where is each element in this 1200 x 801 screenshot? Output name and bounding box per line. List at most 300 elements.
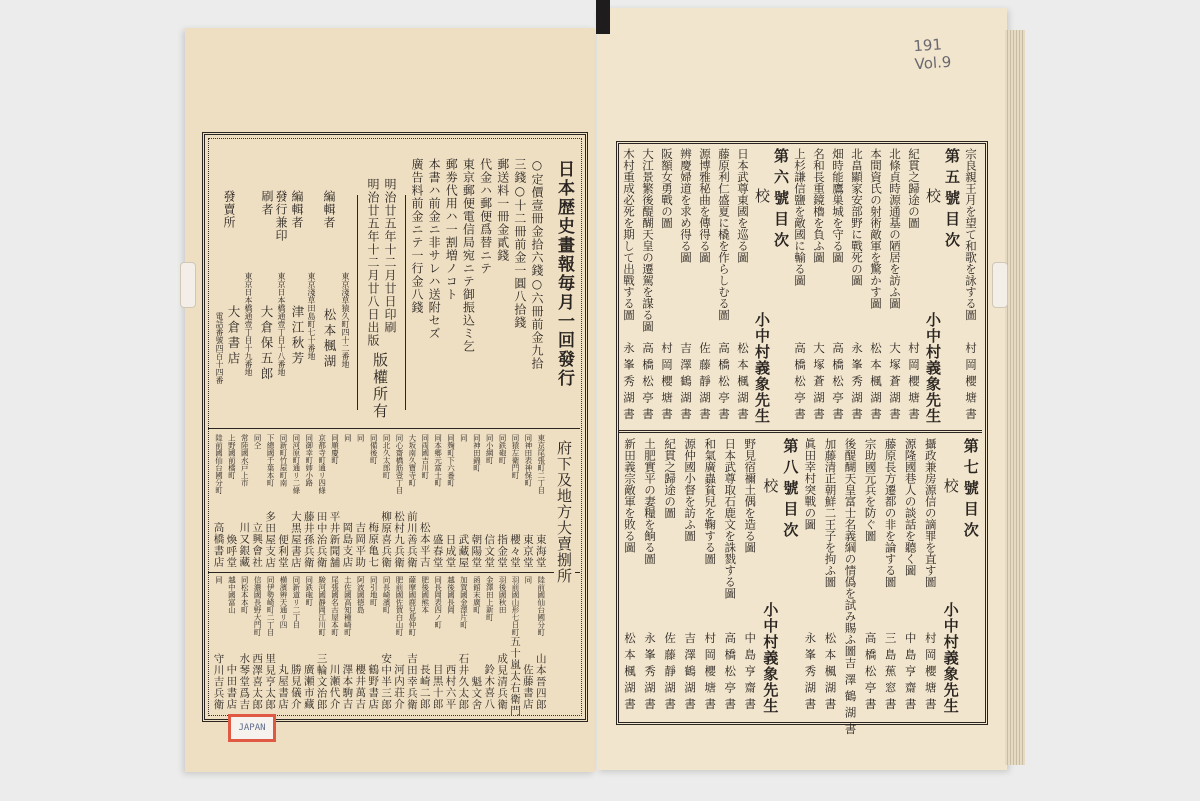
agent-entry xyxy=(251,434,264,568)
illustration-title: 阪額女勇戰の圖 xyxy=(660,148,674,229)
agents-list-1 xyxy=(212,434,547,568)
agent-entry xyxy=(521,434,534,568)
agent-entry xyxy=(431,434,444,568)
agent-name: 長崎二郎 xyxy=(418,664,431,710)
agent-name: 多田屋支店 xyxy=(264,510,277,568)
agent-entry xyxy=(212,576,225,710)
illustration-title: 藤原利仁盛夏に橇を作らしむる圖 xyxy=(717,148,731,321)
agent-name: 東京堂 xyxy=(521,533,534,568)
illustration-title: 本間資氏の射術敵軍を驚かす圖 xyxy=(869,148,883,309)
artist-name: 大塚蒼湖書 xyxy=(812,341,826,424)
issue-heading xyxy=(961,438,980,714)
agent-name: 便利堂 xyxy=(276,533,289,568)
agent-entry xyxy=(405,434,418,568)
agent-entry xyxy=(289,434,302,568)
contents-entry xyxy=(961,148,980,424)
agent-entry xyxy=(225,434,238,568)
price-line: 廣告料前金ニテ一行金八錢 xyxy=(410,158,424,314)
contents-entry xyxy=(660,438,679,714)
agent-name: 武藏屋 xyxy=(457,533,470,568)
illustration-title: 加藤清正朝鮮二王子を拘ふ圖 xyxy=(823,438,838,588)
handwritten-catalog-note xyxy=(913,35,952,73)
agent-entry xyxy=(302,434,315,568)
agent-entry xyxy=(276,434,289,568)
agent-address: 同仝 xyxy=(253,434,263,449)
illustration-title: 源隆國巷人の談話を聽く圖 xyxy=(903,438,918,576)
agent-address: 阿波國徳島 xyxy=(356,576,366,614)
agent-entry xyxy=(264,434,277,568)
agent-entry xyxy=(302,576,315,710)
agent-entry xyxy=(470,434,483,568)
role-seller: 發賣所 xyxy=(222,190,236,229)
artist-name: 村岡櫻塘書 xyxy=(660,341,674,424)
illustration-title: 土肥實平の妻糧を餉る圖 xyxy=(643,438,658,565)
agent-address: 越中國富山 xyxy=(227,576,237,614)
agent-entry xyxy=(418,434,431,568)
contents-entry xyxy=(790,148,809,424)
price-line: 東京郵便電信局宛ニテ御振込ミ乞 xyxy=(461,158,476,353)
address-publisher: 東京日本橋通壹丁目十八番地 xyxy=(277,272,286,376)
artist-name: 佐藤靜湖書 xyxy=(663,631,678,714)
artist-name: 中島亨齋書 xyxy=(743,631,758,714)
illustration-title: 宗助國元兵を防ぐ圖 xyxy=(863,438,878,542)
agent-name: 水琴堂爲吉 xyxy=(238,652,251,710)
agent-address: 陸前國仙台國分町 xyxy=(536,576,546,636)
agent-name: 松本平吉 xyxy=(418,522,431,568)
contents-entry xyxy=(901,438,920,714)
agent-address: 同 xyxy=(523,576,533,584)
contents-entry xyxy=(740,438,759,714)
contents-entry xyxy=(904,148,923,424)
agent-name: 川又銀藏 xyxy=(238,522,251,568)
agent-address: 同 xyxy=(356,434,366,442)
agent-entry xyxy=(212,434,225,568)
contents-entry xyxy=(619,148,638,424)
illustration-title: 名和長重鏡櫓を負ふ圖 xyxy=(812,148,826,263)
artist-name: 三島蕉窓書 xyxy=(883,631,898,714)
illustration-title: 北畠顯家安部野に戰死の圖 xyxy=(850,148,864,286)
agent-name: 丸屋書店 xyxy=(276,664,289,710)
agent-entry xyxy=(341,576,354,710)
binding-tab-left xyxy=(180,262,196,308)
agent-address: 同麹町下六番町 xyxy=(446,434,456,487)
agent-entry xyxy=(457,576,470,710)
agent-name: 吉岡平助 xyxy=(354,522,367,568)
agent-name: 立興會社 xyxy=(251,522,264,568)
agent-address: 信濃國長野大門町 xyxy=(253,576,263,636)
agent-entry xyxy=(264,576,277,710)
agent-name: 西村六平 xyxy=(444,664,457,710)
artist-name: 吉澤鶴湖書 xyxy=(679,341,693,424)
agent-entry xyxy=(238,576,251,710)
agent-name: 勝見儀介 xyxy=(289,664,302,710)
name-editor-2: 津江秋芳 xyxy=(290,305,305,367)
agent-address: 越後國長岡 xyxy=(446,576,456,614)
price-line: 本書ハ前金ニ非サレハ送附セズ xyxy=(427,158,442,340)
agent-name: 成見清兵衛 xyxy=(496,652,509,710)
agent-name: 朝陽堂 xyxy=(470,533,483,568)
agent-name: 松村九兵衛 xyxy=(392,510,405,568)
contents-entry xyxy=(885,148,904,424)
agent-name: 澤本駒吉 xyxy=(341,664,354,710)
illustration-title: 紀貫之歸途の圖 xyxy=(907,148,921,229)
agent-address: 同猿左衛門町 xyxy=(510,434,520,479)
agent-address: 同両國吉川町 xyxy=(420,434,430,479)
agent-name: 佐藤書店 xyxy=(521,664,534,710)
editor-name: 小中村義象先生 xyxy=(753,312,771,424)
column-rule xyxy=(405,195,406,410)
agent-address: 同 xyxy=(459,434,469,442)
contents-entry xyxy=(733,148,752,424)
agent-entry xyxy=(380,576,393,710)
editor-credit xyxy=(752,148,771,424)
agent-address: 同順慶町 xyxy=(330,434,340,464)
agent-address: 肥後國熊本 xyxy=(420,576,430,614)
agent-address: 羽前國山形七日町 xyxy=(510,576,520,636)
illustration-title: 後醍醐天皇富士名義綱の情僞を試み賜ふ圖 xyxy=(843,438,858,657)
agent-address: 駿河國静岡江川町 xyxy=(317,576,327,636)
illustration-title: 紀貫之歸途の圖 xyxy=(663,438,678,519)
contents-entry xyxy=(657,148,676,424)
agent-entry xyxy=(315,434,328,568)
agent-address: 同北久太郎町 xyxy=(382,434,392,479)
agent-name: 櫻々堂 xyxy=(508,533,521,568)
agent-address: 同河原町通リ二條 xyxy=(291,434,301,494)
issue-heading xyxy=(780,438,799,714)
illustration-title: 畑時能鷹巣城を守る圖 xyxy=(831,148,845,263)
agent-name: 岡島支店 xyxy=(341,522,354,568)
artist-name: 高橋松亭書 xyxy=(723,631,738,714)
contents-entry xyxy=(820,438,839,714)
agent-name: 信文堂 xyxy=(483,533,496,568)
editor-label: 校 xyxy=(941,478,960,493)
contents-entry xyxy=(800,438,819,714)
illustration-title: 新田義宗敵軍を敗る圖 xyxy=(623,438,637,553)
agent-name: 山本晉四郎 xyxy=(534,652,547,710)
agent-address: 同長岡表四ノ町 xyxy=(433,576,443,629)
agent-entry xyxy=(289,576,302,710)
agent-address: 京都寺町通リ四條 xyxy=(317,434,327,494)
agent-name: 東海堂 xyxy=(534,533,547,568)
artist-name: 松本楓湖書 xyxy=(823,631,838,714)
artist-name: 吉澤鶴湖書 xyxy=(683,631,698,714)
agent-address: 薩摩國鹿兒島仲町 xyxy=(407,576,417,636)
agent-entry xyxy=(496,576,509,710)
agent-entry xyxy=(496,434,509,568)
artist-name: 大塚蒼湖書 xyxy=(888,341,902,424)
contents-entry xyxy=(700,438,719,714)
section-divider xyxy=(208,572,580,573)
artist-name: 松本楓湖書 xyxy=(869,341,883,424)
editor-label: 校 xyxy=(753,188,771,203)
agent-address: 同鉄砲町 xyxy=(304,576,314,606)
agent-address: 同 xyxy=(214,576,224,584)
agent-address: 同伊勢崎町二丁目 xyxy=(266,576,276,636)
agent-name: 石井久太郎 xyxy=(457,652,470,710)
contents-entry xyxy=(680,438,699,714)
issue-title: 第六號目次 xyxy=(772,148,790,253)
contents-entry xyxy=(720,438,739,714)
illustration-title: 日本武尊東國を巡る圖 xyxy=(736,148,750,263)
agent-address: 同鉄砲町 xyxy=(498,434,508,464)
agent-address: 同引地町 xyxy=(369,576,379,606)
agent-address: 同小網町 xyxy=(485,434,495,464)
agent-address: 函館末廣町 xyxy=(472,576,482,614)
address-seller: 東京日本橋通壹丁目十九番地 xyxy=(244,272,253,376)
contents-entry xyxy=(638,148,657,424)
agent-address: 同神田錦町 xyxy=(472,434,482,472)
issue-heading xyxy=(771,148,790,424)
contents-entry xyxy=(841,438,860,739)
contents-entry xyxy=(620,438,639,714)
agent-address: 同心齋橋筋壹丁目 xyxy=(394,434,404,494)
agent-name: 鈴木喜八 xyxy=(483,664,496,710)
artist-name: 松本楓湖書 xyxy=(736,341,750,424)
agent-entry xyxy=(392,576,405,710)
agent-entry xyxy=(470,576,483,710)
contents-entry xyxy=(809,148,828,424)
agent-entry xyxy=(483,576,496,710)
role-editor: 編輯者 xyxy=(322,190,336,229)
role-publisher: 發行兼印刷者 xyxy=(260,190,288,242)
copyright-notice: 版權所有 xyxy=(371,352,389,420)
artist-name: 永峯秀湖書 xyxy=(850,341,864,424)
book-spine xyxy=(596,0,610,34)
agent-name: 前川善兵衛 xyxy=(405,510,418,568)
agent-address: 尾張國名古屋本町 xyxy=(330,576,340,636)
agent-name: 藤井孫兵衛 xyxy=(302,510,315,568)
agent-name: 安中半三郎 xyxy=(380,652,393,710)
agent-entry xyxy=(367,576,380,710)
name-publisher: 大倉保五郎 xyxy=(259,305,274,383)
agent-address: 上野國前橋町 xyxy=(227,434,237,479)
price-line: 郵送料一冊金貳錢 xyxy=(495,158,510,262)
editor-name: 小中村義象先生 xyxy=(924,312,942,424)
agent-address: 常陸國水戸上市 xyxy=(240,434,250,487)
agent-name: 守川吉兵衛 xyxy=(212,652,225,710)
agent-address: 東京尾張町二丁目 xyxy=(536,434,546,494)
artist-name: 吉澤鶴湖書 xyxy=(843,656,858,739)
agent-address: 同新道リ二丁目 xyxy=(291,576,301,629)
agent-name: 柳原喜兵衛 xyxy=(380,510,393,568)
name-seller: 大倉書店 xyxy=(226,305,241,367)
page-edges xyxy=(1005,30,1025,765)
address-editor-1: 東京淺草猿久町四十二番地 xyxy=(341,272,350,368)
contents-entry xyxy=(676,148,695,424)
agent-name: 煥呼堂 xyxy=(225,533,238,568)
agents-list-2 xyxy=(212,576,547,717)
name-editor-1: 松本楓湖 xyxy=(322,308,337,370)
agent-name: 廣瀬市藏 xyxy=(302,664,315,710)
editor-label: 校 xyxy=(924,188,942,203)
agent-entry xyxy=(328,434,341,568)
agent-entry xyxy=(444,434,457,568)
illustration-title: 藤原長方遷都の非を論する圖 xyxy=(883,438,898,588)
contents-entry xyxy=(695,148,714,424)
illustration-title: 辨慶婦道を求め得る圖 xyxy=(679,148,693,263)
agent-name: 河内荘介 xyxy=(392,664,405,710)
agent-entry xyxy=(534,434,547,568)
agent-entry xyxy=(418,576,431,710)
agent-entry xyxy=(251,576,264,710)
agent-name: 高橋書店 xyxy=(212,522,225,568)
agent-entry xyxy=(276,576,289,710)
agent-address: 加賀國金澤片町 xyxy=(459,576,469,629)
agent-address: 同 xyxy=(343,434,353,442)
agent-entry xyxy=(341,434,354,568)
agent-entry xyxy=(508,434,521,568)
agent-address: 同新町竹屋町南 xyxy=(278,434,288,487)
contents-entry xyxy=(847,148,866,424)
issue-heading xyxy=(942,148,961,424)
agent-address: 同長崎濱町 xyxy=(382,576,392,614)
illustration-title: 日本武尊取石鹿文を誅戮する圖 xyxy=(723,438,738,599)
agent-entry xyxy=(405,576,418,710)
agent-address: 同備後町 xyxy=(369,434,379,464)
editor-credit xyxy=(923,148,942,424)
artist-name: 佐藤靜湖書 xyxy=(698,341,712,424)
illustration-title: 源博雅秘曲を傳得る圖 xyxy=(698,148,712,263)
agent-address: 大坂南久寶寺町 xyxy=(407,434,417,487)
contents-issues-7-8 xyxy=(620,438,980,739)
artist-name: 村岡櫻塘書 xyxy=(964,341,978,424)
contents-entry xyxy=(881,438,900,714)
agent-entry xyxy=(238,434,251,568)
illustration-title: 宗良親王月を望て和歌を詠する圖 xyxy=(964,148,978,321)
artist-name: 永峯秀湖書 xyxy=(643,631,658,714)
artist-name: 永峯秀湖書 xyxy=(803,631,818,714)
agent-entry xyxy=(354,576,367,710)
illustration-title: 攝政兼房源信の謫罪を直す圖 xyxy=(923,438,938,588)
editor-name: 小中村義象先生 xyxy=(761,602,780,714)
note-number: 191 xyxy=(912,35,943,56)
agent-address: 肥前國佐賀白山町 xyxy=(394,576,404,636)
agent-name: 三輪文治郎 xyxy=(315,652,328,710)
artist-name: 村岡櫻塘書 xyxy=(907,341,921,424)
illustration-title: 上杉謙信鹽を敵國に輸る圖 xyxy=(793,148,807,286)
agent-name: 目黒十郎 xyxy=(431,664,444,710)
artist-name: 高橋松亭書 xyxy=(831,341,845,424)
agent-name: 大黒屋書店 xyxy=(289,510,302,568)
artist-name: 高橋松亭書 xyxy=(863,631,878,714)
agent-name: 魁文舍 xyxy=(470,675,483,710)
agent-address: 陸前國仙台國分町 xyxy=(214,434,224,494)
price-line: 三錢○十二冊前金一圓八拾錢 xyxy=(512,158,527,329)
price-line: 代金ハ郵便爲替ニテ xyxy=(478,158,493,275)
agent-entry xyxy=(457,434,470,568)
artist-name: 高橋松亭書 xyxy=(793,341,807,424)
agent-entry xyxy=(328,576,341,710)
issue-title: 第五號目次 xyxy=(943,148,961,253)
illustration-title: 野見宿禰土偶を造る圖 xyxy=(743,438,758,553)
agent-address: 羽後國秋田 xyxy=(498,576,508,614)
print-date: 明治廿五年十二月廿日印刷 xyxy=(383,178,397,334)
issue-title: 第八號目次 xyxy=(781,438,800,543)
artist-name: 高橋松亭書 xyxy=(641,341,655,424)
contents-entry xyxy=(828,148,847,424)
agent-entry xyxy=(483,434,496,568)
agent-name: 櫻井萬吉 xyxy=(354,664,367,710)
agent-address: 土佐國高知種崎町 xyxy=(343,576,353,636)
contents-entry xyxy=(921,438,940,714)
agent-entry xyxy=(534,576,547,710)
artist-name: 中島亨齋書 xyxy=(903,631,918,714)
price-line: ○定價壹冊金拾六錢○六冊前金九拾 xyxy=(529,158,544,370)
issue-title: 第七號目次 xyxy=(961,438,980,543)
contents-entry xyxy=(861,438,880,714)
role-editor: 編輯者 xyxy=(290,190,304,229)
illustration-title: 源仲國小督を訪ふ圖 xyxy=(683,438,698,542)
agent-address: 下總國千葉本町 xyxy=(266,434,276,487)
agent-entry xyxy=(354,434,367,568)
agent-address: 同神田表神保町 xyxy=(523,434,533,487)
agent-address: 横濱辨天通リ四 xyxy=(278,576,288,629)
binding-tab-right xyxy=(992,262,1008,308)
agent-address: 同御幸町姉小路 xyxy=(304,434,314,487)
agent-address: 金澤田上新町 xyxy=(485,576,495,621)
agent-address: 同本郷元富士町 xyxy=(433,434,443,487)
editor-credit xyxy=(941,438,960,714)
agent-name: 中田書店 xyxy=(225,664,238,710)
agent-entry xyxy=(315,576,328,710)
agent-name: 盛春堂 xyxy=(431,533,444,568)
agent-name: 西澤喜太郎 xyxy=(251,652,264,710)
illustration-title: 北條貞時源通基の陋居を訪ふ圖 xyxy=(888,148,902,309)
agent-entry xyxy=(431,576,444,710)
japan-label-stamp: JAPAN xyxy=(228,714,276,742)
note-volume: Vol.9 xyxy=(914,52,952,74)
agent-name: 田中治兵衛 xyxy=(315,510,328,568)
agent-name: 五十嵐太右衛門 xyxy=(508,636,521,717)
contents-entry xyxy=(714,148,733,424)
contents-entry xyxy=(866,148,885,424)
illustration-title: 眞田幸村突戰の圖 xyxy=(803,438,818,530)
illustration-title: 大江景繁後醍醐天皇の遷駕を謀る圖 xyxy=(641,148,655,332)
agent-entry xyxy=(392,434,405,568)
contents-issues-5-6 xyxy=(620,148,980,424)
editor-credit xyxy=(760,438,779,714)
publish-date: 明治廿五年十二月廿八日出版 xyxy=(366,178,380,347)
agent-entry xyxy=(444,576,457,710)
agent-entry xyxy=(225,576,238,710)
price-info xyxy=(410,158,544,398)
agent-name: 指金堂 xyxy=(496,533,509,568)
illustration-title: 木村重成必死を期して出戰する圖 xyxy=(622,148,636,321)
contents-entry xyxy=(640,438,659,714)
artist-name: 永峯秀湖書 xyxy=(622,341,636,424)
agent-entry xyxy=(508,576,521,717)
agent-address: 同松本本町 xyxy=(240,576,250,614)
address-editor-2: 東京淺草田島町七十番地 xyxy=(307,272,316,360)
agent-entry xyxy=(521,576,534,710)
section-divider xyxy=(208,428,580,429)
agent-name: 梅原亀七 xyxy=(367,522,380,568)
artist-name: 高橋松亭書 xyxy=(717,341,731,424)
agent-entry xyxy=(367,434,380,568)
agent-name: 日成堂 xyxy=(444,533,457,568)
artist-name: 松本楓湖書 xyxy=(623,631,637,714)
agents-heading: 府下及地方大賣捌所 xyxy=(555,440,573,584)
agent-name: 鶴野書店 xyxy=(367,664,380,710)
column-rule xyxy=(357,195,358,410)
artist-name: 村岡櫻塘書 xyxy=(703,631,718,714)
editor-name: 小中村義象先生 xyxy=(941,602,960,714)
editor-label: 校 xyxy=(761,478,780,493)
agent-name: 吉田幸兵衛 xyxy=(405,652,418,710)
agent-name: 里見亨太郎 xyxy=(264,652,277,710)
agent-name: 平井新聞舗 xyxy=(328,510,341,568)
publication-title: 日本歴史畫報毎月一回發行 xyxy=(554,160,574,388)
